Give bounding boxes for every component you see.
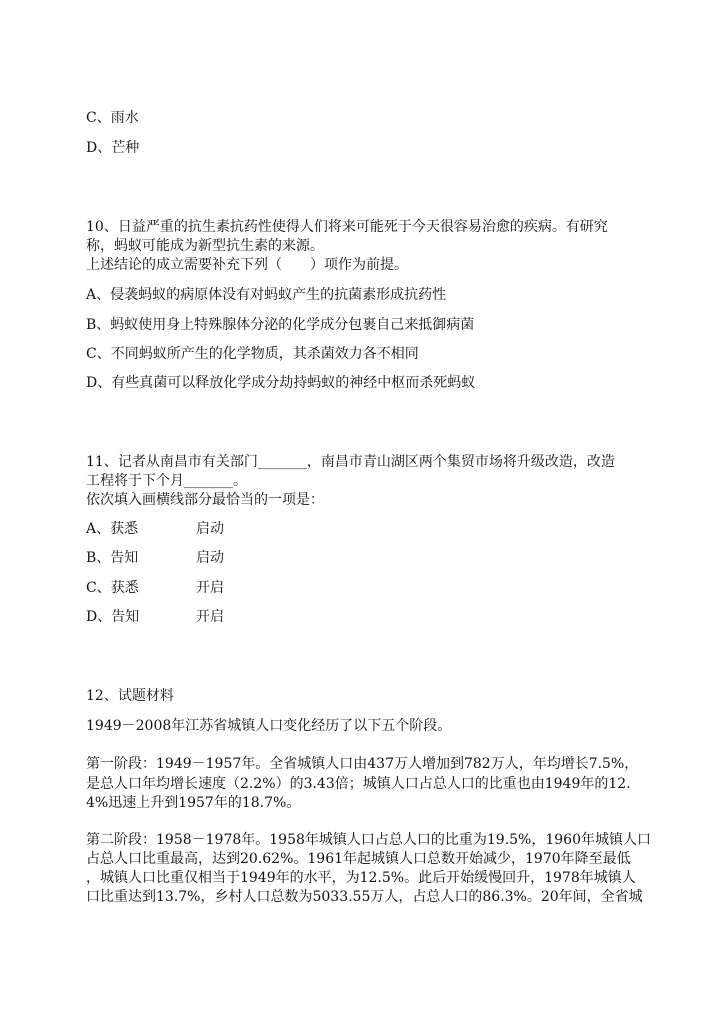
q11-option-b-answer: 启动 [196, 550, 224, 566]
q11-option-a-label: A、获悉 [86, 521, 139, 537]
q10-option-a: A、侵袭蚂蚁的病原体没有对蚂蚁产生的抗菌素形成抗药性 [86, 287, 447, 303]
q9-option-c: C、雨水 [86, 110, 139, 126]
q9-option-d: D、芒种 [86, 140, 140, 156]
q12-para1-line-1: 第一阶段：1949－1957年。全省城镇人口由437万人增加到782万人，年均增长7.5%， [86, 756, 639, 772]
q11-stem-line-2: 工程将于下个月_______。 [86, 473, 247, 489]
q12-para2-line-2: 占总人口比重最高，达到20.62%。1961年起城镇人口总数开始减少，1970年降至最低 [86, 851, 631, 867]
q10-stem-line-3: 上述结论的成立需要补充下列（ ）项作为前提。 [86, 257, 408, 273]
q12-intro: 1949－2008年江苏省城镇人口变化经历了以下五个阶段。 [86, 718, 452, 734]
q11-stem-line-3: 依次填入画横线部分最恰当的一项是： [86, 492, 324, 508]
q12-para2-line-1: 第二阶段：1958－1978年。1958年城镇人口占总人口的比重为19.5%，1960年城镇人口 [86, 832, 651, 848]
q10-option-d: D、有些真菌可以释放化学成分劫持蚂蚁的神经中枢而杀死蚂蚁 [86, 375, 476, 391]
q10-stem-line-1: 10、日益严重的抗生素抗药性使得人们将来可能死于今天很容易治愈的疾病。有研究 [86, 219, 608, 235]
q12-para1-line-3: 4%迅速上升到1957年的18.7%。 [86, 795, 301, 811]
q11-option-c-answer: 开启 [196, 580, 224, 596]
q11-option-b-label: B、告知 [86, 550, 139, 566]
q10-option-c: C、不同蚂蚁所产生的化学物质，其杀菌效力各不相同 [86, 346, 419, 362]
q11-option-b [86, 548, 486, 568]
q12-para2-line-4: 口比重达到13.7%，乡村人口总数为5033.55万人，占总人口的86.3%。20年间，全省城 [86, 889, 643, 905]
q11-option-c-label: C、获悉 [86, 580, 139, 596]
q10-stem-line-2: 称，蚂蚁可能成为新型抗生素的来源。 [86, 238, 324, 254]
q12-para2-line-3: ，城镇人口比重仅相当于1949年的水平，为12.5%。此后开始缓慢回升，1978年城镇人 [86, 870, 636, 886]
q11-option-d-answer: 开启 [196, 609, 224, 625]
q11-option-a [86, 519, 486, 539]
q11-option-d [86, 607, 486, 627]
q11-option-c [86, 578, 486, 598]
q11-stem-line-1: 11、记者从南昌市有关部门_______，南昌市青山湖区两个集贸市场将升级改造，改造 [86, 454, 615, 470]
q10-option-b: B、蚂蚁使用身上特殊腺体分泌的化学成分包裹自己来抵御病菌 [86, 317, 475, 333]
q11-option-d-label: D、告知 [86, 609, 140, 625]
q11-option-a-answer: 启动 [196, 521, 224, 537]
q12-para1-line-2: 是总人口年均增长速度（2.2%）的3.43倍；城镇人口占总人口的比重也由1949年的12. [86, 776, 631, 792]
q12-title: 12、试题材料 [86, 688, 174, 704]
